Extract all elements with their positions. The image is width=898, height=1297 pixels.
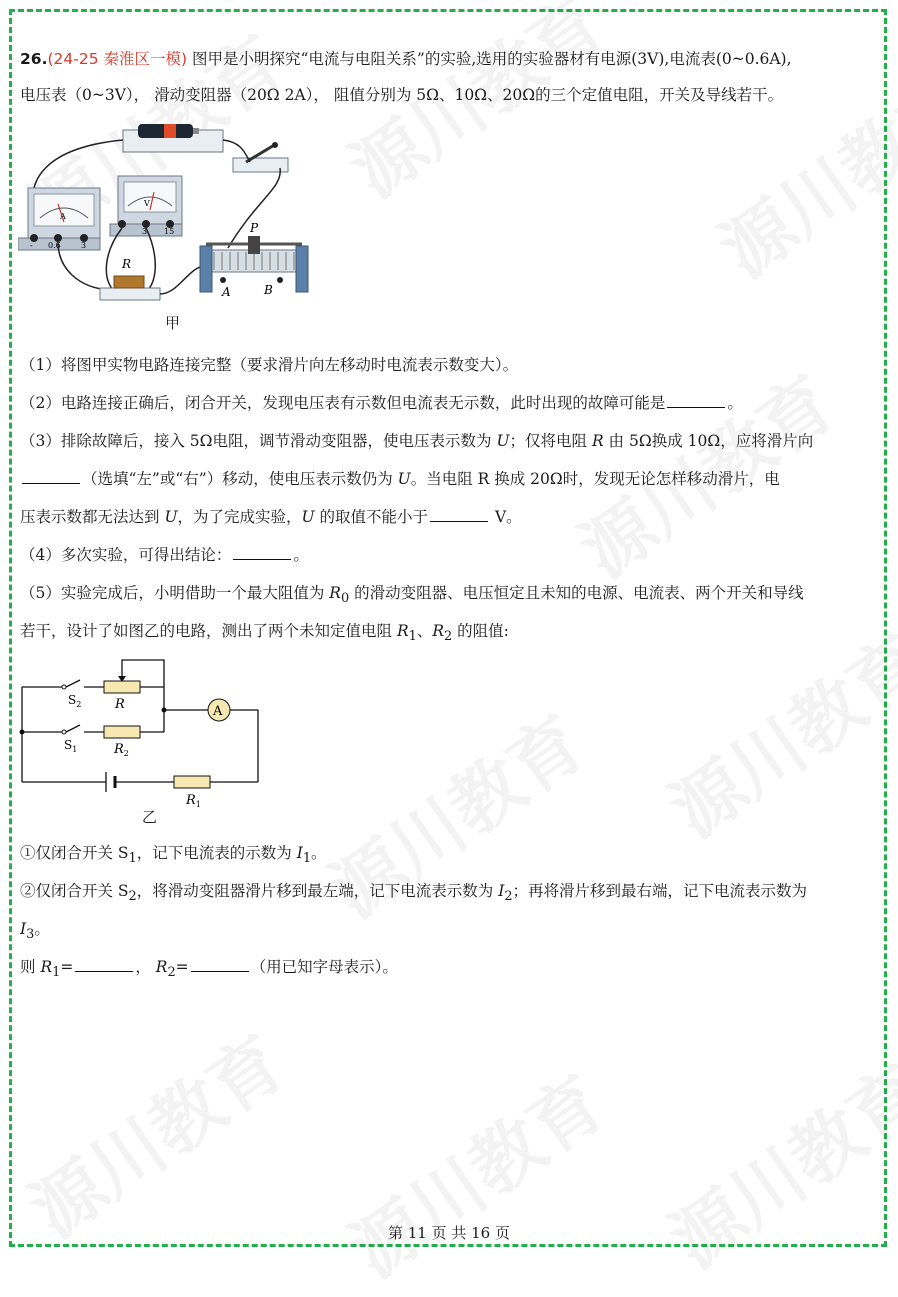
svg-text:A: A xyxy=(222,285,231,299)
svg-text:S1: $S_1$ xyxy=(64,738,78,754)
part-2: （2）电路连接正确后，闭合开关，发现电压表有示数但电流表无示数，此时出现的故障可能是 。 xyxy=(20,384,743,422)
voltmeter xyxy=(110,176,182,236)
answer-blank[interactable] xyxy=(430,505,488,522)
figure-yi xyxy=(14,652,274,812)
answer-blank[interactable] xyxy=(22,467,80,484)
answer-blank-r2[interactable] xyxy=(191,955,249,972)
svg-text:S2: $S_2$ xyxy=(68,693,82,709)
switch-icon xyxy=(233,142,288,172)
svg-text:-: - xyxy=(118,227,121,236)
step-1: ①仅闭合开关 $S_1$，记下电流表的示数为 $I_1$。 xyxy=(20,844,327,867)
step-2-cont: $I_3$。 xyxy=(20,920,50,943)
part-1: （1）将图甲实物电路连接完整（要求滑片向左移动时电流表示数变大）。 xyxy=(20,356,519,374)
question-number: 26. xyxy=(20,50,48,68)
part-3-line-2: （选填“左”或“右”）移动，使电压表示数仍为 U。当电阻 R 换成 20Ω时，发现无论怎样移动滑片，电 xyxy=(20,460,780,498)
battery-icon xyxy=(123,124,223,152)
answer-line: 则 $R_1=$ ， $R_2=$ （用已知字母表示）。 xyxy=(20,948,398,992)
part-5-line-2: 若干，设计了如图乙的电路，测出了两个未知定值电阻 $R_1$、$R_2$ 的阻值: xyxy=(20,622,509,645)
part-3-line-3: 压表示数都无法达到 U，为了完成实验，U 的取值不能小于 V。 xyxy=(20,498,522,536)
answer-blank[interactable] xyxy=(233,543,291,560)
figure-jia xyxy=(18,118,318,338)
svg-text:B: B xyxy=(264,283,273,297)
svg-text:R: R xyxy=(115,697,125,712)
svg-text:R: R xyxy=(122,257,132,271)
resistor-r1-symbol xyxy=(174,776,210,788)
svg-text:0.6: 0.6 xyxy=(48,241,61,250)
svg-text:15: 15 xyxy=(164,227,175,236)
fixed-resistor xyxy=(100,257,160,300)
svg-text:3: 3 xyxy=(81,241,87,250)
step-2: ②仅闭合开关 $S_2$，将滑动变阻器滑片移到最左端，记下电流表示数为 $I_2$；再将滑片移到最右端，记下电流表示数为 xyxy=(20,882,808,905)
resistor-r2-symbol xyxy=(104,726,140,738)
part-3-line-1: （3）排除故障后，接入 5Ω电阻，调节滑动变阻器，使电压表示数为 U；仅将电阻 R 由 5Ω换成 10Ω，应将滑片向 xyxy=(20,432,814,450)
question-tag: (24-25 秦淮区一模) xyxy=(47,50,188,68)
answer-blank-r1[interactable] xyxy=(75,955,133,972)
answer-blank[interactable] xyxy=(667,391,725,408)
svg-text:P: P xyxy=(250,221,259,235)
svg-text:-: - xyxy=(30,241,33,250)
svg-text:V: V xyxy=(144,199,150,208)
part-4: （4）多次实验，可得出结论： 。 xyxy=(20,536,309,574)
figure-jia-caption: 甲 xyxy=(165,314,181,332)
ammeter xyxy=(18,188,100,250)
svg-text:R2: $R_2$ xyxy=(114,742,129,758)
intro-line-1: 26.(24-25 秦淮区一模) 图甲是小明探究“电流与电阻关系”的实验,选用的实验器材有电源(3V),电流表(0~0.6A), xyxy=(20,50,792,68)
figure-yi-caption: 乙 xyxy=(142,808,158,826)
page-footer: 第 11 页 共 16 页 xyxy=(387,1224,510,1242)
svg-text:A: A xyxy=(213,704,223,719)
part-5-line-1: （5）实验完成后，小明借助一个最大阻值为 $R_0$ 的滑动变阻器、电压恒定且未知的电源、电流表、两个开关和导线 xyxy=(20,584,804,607)
svg-text:R1: $R_1$ xyxy=(186,793,201,809)
svg-text:A: A xyxy=(60,212,66,221)
svg-text:3: 3 xyxy=(142,227,148,236)
rheostat xyxy=(200,221,308,299)
intro-line-2: 电压表（0~3V）， 滑动变阻器（20Ω 2A）， 阻值分别为 5Ω、10Ω、20Ω的三个定值电阻，开关及导线若干。 xyxy=(20,86,784,104)
rheostat-symbol xyxy=(104,681,140,693)
